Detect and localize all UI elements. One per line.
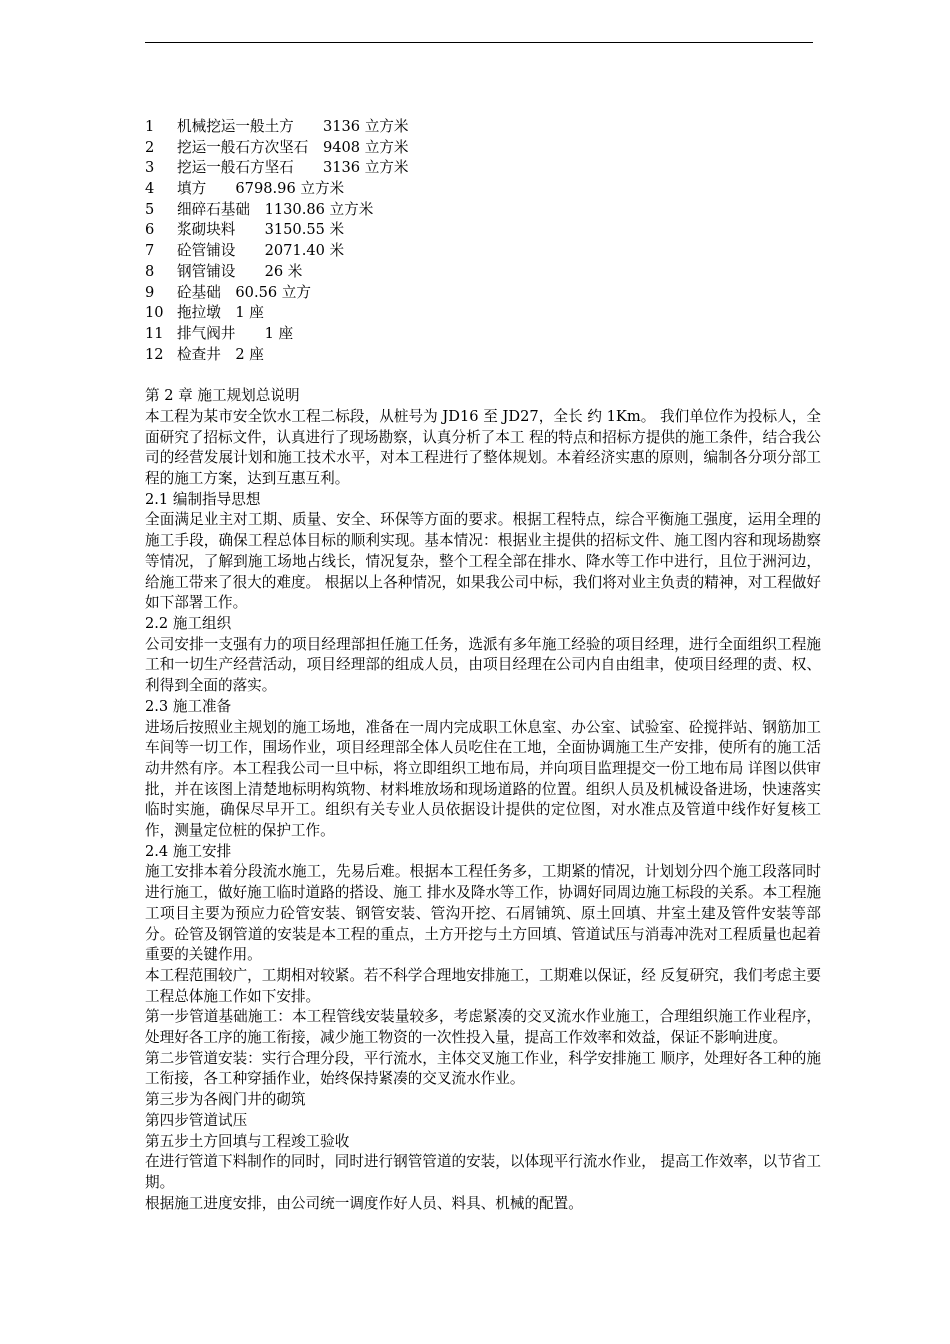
item-text: 细碎石基础 1130.86 立方米: [177, 200, 374, 218]
step-two-paragraph: 第二步管道安装：实行合理分段，平行流水，主体交叉施工作业，科学安排施工 顺序，处理好各工种的施工衔接，各工种穿插作业，始终保持紧凑的交叉流水作业。: [145, 1049, 821, 1088]
item-number: 4: [145, 180, 155, 198]
step-three-line: 第三步为各阀门井的砌筑: [145, 1091, 306, 1109]
item-number: 10: [145, 304, 164, 322]
section-2-2-body: 公司安排一支强有力的项目经理部担任施工任务，选派有多年施工经验的项目经理，进行全面组织工程施工和一切生产经营活动，项目经理部的组成人员，由项目经理在公司内自由组聿，使项目经理的责、权、利得到全面的落实。: [145, 635, 821, 695]
section-2-1-title: 2.1 编制指导思想: [145, 490, 261, 508]
document-body: [145, 117, 821, 1214]
header-rule: [145, 42, 813, 43]
step-four-line: 第四步管道试压: [145, 1111, 248, 1129]
chapter-title: 第 2 章 施工规划总说明: [145, 387, 300, 405]
item-text: 钢管铺设 26 米: [177, 262, 303, 280]
section-2-2-title: 2.2 施工组织: [145, 614, 232, 632]
section-2-4-paragraph: 施工安排本着分段流水施工，先易后难。根据本工程任务多，工期紧的情况，计划划分四个施工段落同时进行施工，做好施工临时道路的搭设、施工 排水及降水等工作，协调好同周边施工标段的关系。本工程施工项目主要为预应力砼管安装、钢管安装、管沟开挖、石屑铺筑、原土回填、井室土建及管件安装等部分。砼管及钢管道的安装是本工程的重点，土方开挖与土方回填、管道试压与消毒冲洗对工程质量也起着重要的关键作用。: [145, 863, 821, 964]
section-2-3-body: 进场后按照业主规划的施工场地，准备在一周内完成职工休息室、办公室、试验室、砼搅拌站、钢筋加工车间等一切工作，围场作业，项目经理部全体人员吃住在工地，全面协调施工生产安排，使所有的施工活动井然有序。本工程我公司一旦中标，将立即组织工地布局，并向项目监理提交一份工地布局 详图以供审批，并在该图上清楚地标明构筑物、材料堆放场和现场道路的位置。组织人员及机械设备进场，快速落实临时实施，确保尽早开工。组织有关专业人员依据设计提供的定位图，对水准点及管道中线作好复核工作，测量定位桩的保护工作。: [145, 718, 821, 840]
section-2-4-paragraph: 在进行管道下料制作的同时，同时进行钢管管道的安装，以体现平行流水作业， 提高工作效率，以节省工期。: [145, 1153, 821, 1191]
item-text: 浆砌块料 3150.55 米: [177, 221, 345, 239]
item-text: 砼基础 60.56 立方: [177, 283, 311, 301]
item-text: 检查井 2 座: [177, 345, 264, 363]
list-item: [145, 138, 821, 159]
item-number: 6: [145, 221, 155, 239]
item-text: 砼管铺设 2071.40 米: [177, 242, 345, 260]
item-text: 挖运一般石方坚石 3136 立方米: [177, 159, 409, 177]
item-number: 8: [145, 262, 155, 280]
list-item: [145, 220, 821, 241]
item-number: 1: [145, 118, 155, 135]
item-number: 12: [145, 345, 164, 363]
item-number: 2: [145, 138, 155, 156]
item-number: 3: [145, 159, 155, 177]
list-item: [145, 179, 821, 200]
section-2-4-paragraph: 根据施工进度安排，由公司统一调度作好人员、料具、机械的配置。: [145, 1194, 583, 1212]
section-2-1-body: 全面满足业主对工期、质量、安全、环保等方面的要求。根据工程特点，综合平衡施工强度，运用全理的施工手段，确保工程总体目标的顺利实现。基本情况：根据业主提供的招标文件、施工图内容和现场勘察等情况，了解到施工场地占线长，情况复杂，整个工程全部在排水、降水等工作中进行，且位于洲河边，给施工带来了很大的难度。 根据以上各种情况，如果我公司中标，我们将对业主负责的精神，对工程做好如下部署工作。: [145, 511, 821, 612]
list-item: [145, 303, 821, 324]
item-text: 填方 6798.96 立方米: [177, 180, 345, 198]
step-five-line: 第五步土方回填与工程竣工验收: [145, 1132, 350, 1150]
spacer: [145, 365, 821, 386]
list-item: [145, 241, 821, 262]
item-text: 拖拉墩 1 座: [177, 304, 264, 322]
list-item: [145, 283, 821, 304]
item-text: 机械挖运一般土方 3136 立方米: [177, 118, 409, 135]
section-2-4-paragraph: 本工程范围较广，工期相对较紧。若不科学合理地安排施工，工期难以保证，经 反复研究，我们考虑主要工程总体施工作如下安排。: [145, 966, 821, 1005]
step-one-paragraph: 第一步管道基础施工：本工程管线安装量较多，考虑紧凑的交叉流水作业施工，合理组织施工作业程序，处理好各工序的施工衔接，减少施工物资的一次性投入量，提高工作效率和效益，保证不影响进度。: [145, 1008, 821, 1047]
item-text: 排气阀井 1 座: [177, 324, 294, 342]
item-number: 5: [145, 200, 155, 218]
item-number: 11: [145, 324, 164, 342]
intro-paragraph: 本工程为某市安全饮水工程二标段，从桩号为 JD16 至 JD27，全长 约 1Km。 我们单位作为投标人，全面研究了招标文件，认真进行了现场勘察，认真分析了本工 程的特点和招标方提供的施工条件，结合我公司的经营发展计划和施工技术水平，对本工程进行了整体规划。本着经济实惠的原则，编制各分项分部工程的施工方案，达到互惠互利。: [145, 407, 821, 488]
list-item: [145, 345, 821, 366]
item-number: 9: [145, 283, 155, 301]
section-2-4-title: 2.4 施工安排: [145, 842, 232, 860]
item-number: 7: [145, 242, 155, 260]
list-item: [145, 158, 821, 179]
list-item: [145, 262, 821, 283]
section-2-3-title: 2.3 施工准备: [145, 697, 232, 715]
list-item: [145, 200, 821, 221]
list-item: [145, 117, 821, 138]
list-item: [145, 324, 821, 345]
quantity-list: [145, 117, 821, 365]
item-text: 挖运一般石方次坚石 9408 立方米: [177, 138, 409, 156]
